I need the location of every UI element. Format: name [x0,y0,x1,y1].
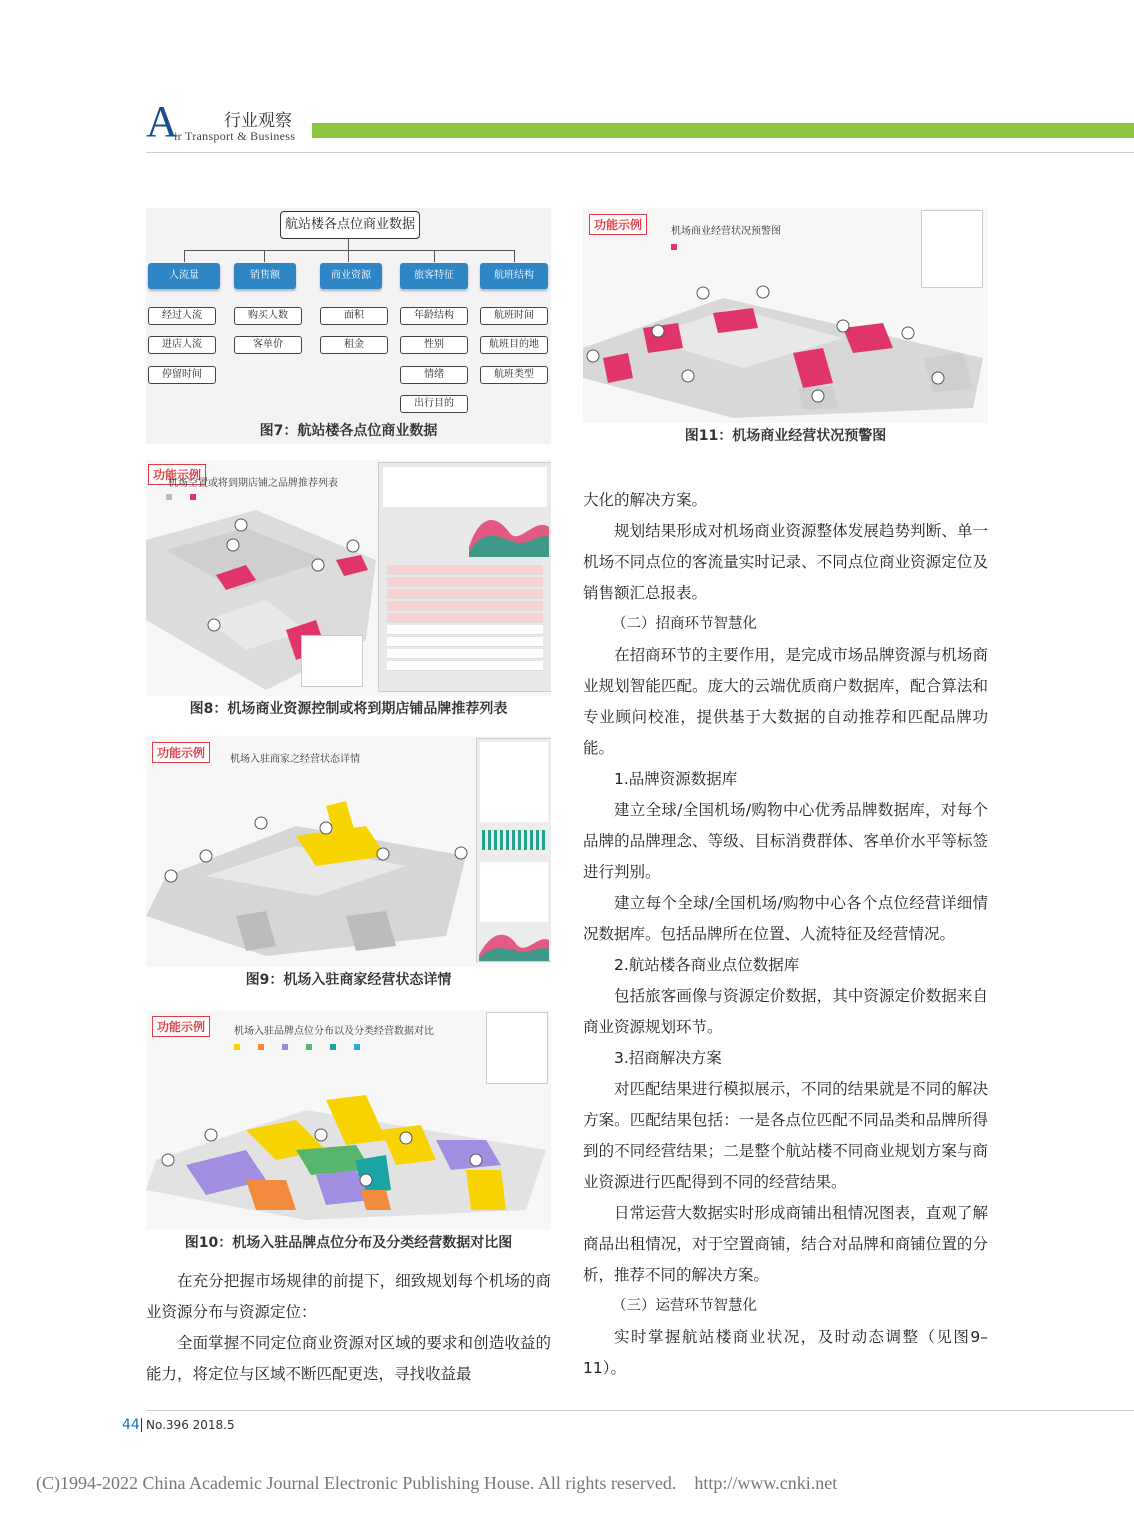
figure-7 [146,208,551,444]
paragraph: 建立每个全球/全国机场/购物中心各个点位经营详细情况数据库。包括品牌所在位置、人流特征及经营情况。 [583,894,988,943]
tree-item: 租金 [320,336,388,354]
tree-item: 性别 [400,336,468,354]
tree-item: 购买人数 [234,307,302,325]
tree-item: 面积 [320,307,388,325]
subsection-heading: 1.品牌资源数据库 [614,770,738,788]
tree-item: 经过人流 [148,307,216,325]
figure-title: 机场入驻品牌点位分布以及分类经营数据对比 [234,1026,434,1037]
subsection-heading: 3.招商解决方案 [614,1049,722,1067]
header-divider [146,152,1134,153]
right-column-text [583,485,988,1384]
figure-11 [583,208,988,449]
section-heading: （二）招商环节智慧化 [612,616,757,632]
header-accent-bar [312,123,1134,138]
category-resources: 商业资源 [320,263,382,289]
paragraph: 包括旅客画像与资源定价数据，其中资源定价数据来自商业资源规划环节。 [583,987,988,1036]
figure-caption: 图10：机场入驻品牌点位分布及分类经营数据对比图 [146,1230,551,1256]
paragraph: 全面掌握不同定位商业资源对区域的要求和创造收益的能力，将定位与区域不断匹配更迭，寻找收益最 [146,1334,551,1383]
tree-item: 停留时间 [148,366,216,384]
tree-item: 情绪 [400,366,468,384]
figure-8 [146,460,551,722]
merchant-detail-panel [476,738,551,962]
figure-title: 机场空置或将到期店铺之品牌推荐列表 [168,478,338,489]
terminal-map-3d [146,786,476,966]
tree-item: 客单价 [234,336,302,354]
feature-badge: 功能示例 [152,1016,210,1037]
footer-separator [141,1418,142,1432]
feature-badge: 功能示例 [148,464,206,485]
section-heading: （三）运营环节智慧化 [612,1298,757,1314]
page-number: 44 [122,1417,140,1433]
brand-recommend-panel [378,462,551,692]
copyright-notice: (C)1994-2022 China Academic Journal Electronic Publishing House. All rights reserved. http://www.cnki.net [36,1473,838,1493]
figure-caption: 图7：航站楼各点位商业数据 [259,423,438,439]
magazine-logo-letter: A [146,97,178,146]
tree-item: 航班目的地 [480,336,548,354]
terminal-map-3d [146,1070,551,1230]
figure-10 [146,1010,551,1256]
left-column-text [146,1266,551,1390]
paragraph: 建立全球/全国机场/购物中心优秀品牌数据库，对每个品牌的品牌理念、等级、目标消费群体、客单价水平等标签进行判别。 [583,801,988,881]
figure-caption: 图11：机场商业经营状况预警图 [583,423,988,449]
figure-title: 机场入驻商家之经营状态详情 [230,754,360,765]
tree-item: 年龄结构 [400,307,468,325]
magazine-name: ir Transport & Business [174,129,296,143]
issue-info: No.396 2018.5 [146,1418,235,1432]
terminal-map-3d [583,268,988,423]
subsection-heading: 2.航站楼各商业点位数据库 [614,956,800,974]
figure-caption: 图8：机场商业资源控制或将到期店铺品牌推荐列表 [146,696,551,722]
tree-item: 航班类型 [480,366,548,384]
tree-root: 航站楼各点位商业数据 [280,211,420,239]
category-flights: 航班结构 [480,263,548,289]
figure-title: 机场商业经营状况预警图 [671,226,781,237]
paragraph: 在招商环节的主要作用，是完成市场品牌资源与机场商业规划智能匹配。庞大的云端优质商户数据库，配合算法和专业顾问校准，提供基于大数据的自动推荐和匹配品牌功能。 [583,646,988,757]
category-traffic: 人流量 [148,263,220,289]
column-title: 行业观察 [224,111,292,131]
tree-item: 航班时间 [480,307,548,325]
paragraph: 实时掌握航站楼商业状况，及时动态调整（见图9–11）。 [583,1328,988,1377]
feature-badge: 功能示例 [152,742,210,763]
paragraph: 大化的解决方案。 [583,491,708,509]
figure-9 [146,736,551,993]
tree-item: 进店人流 [148,336,216,354]
figure-caption: 图9：机场入驻商家经营状态详情 [146,967,551,993]
footer-divider [146,1410,1134,1411]
paragraph: 在充分把握市场规律的前提下，细致规划每个机场的商业资源分布与资源定位： [146,1272,551,1321]
paragraph: 规划结果形成对机场商业资源整体发展趋势判断、单一机场不同点位的客流量实时记录、不同点位商业资源定位及销售额汇总报表。 [583,522,988,602]
category-sales: 销售额 [234,263,296,289]
feature-badge: 功能示例 [589,214,647,235]
tree-item: 出行目的 [400,395,468,413]
paragraph: 日常运营大数据实时形成商铺出租情况图表，直观了解商品出租情况，对于空置商铺，结合对品牌和商铺位置的分析，推荐不同的解决方案。 [583,1204,988,1284]
category-passenger: 旅客特征 [400,263,468,289]
paragraph: 对匹配结果进行模拟展示，不同的结果就是不同的解决方案。匹配结果包括：一是各点位匹配不同品类和品牌所得到的不同经营结果；二是整个航站楼不同商业规划方案与商业资源进行匹配得到不同的经营结果。 [583,1080,988,1191]
